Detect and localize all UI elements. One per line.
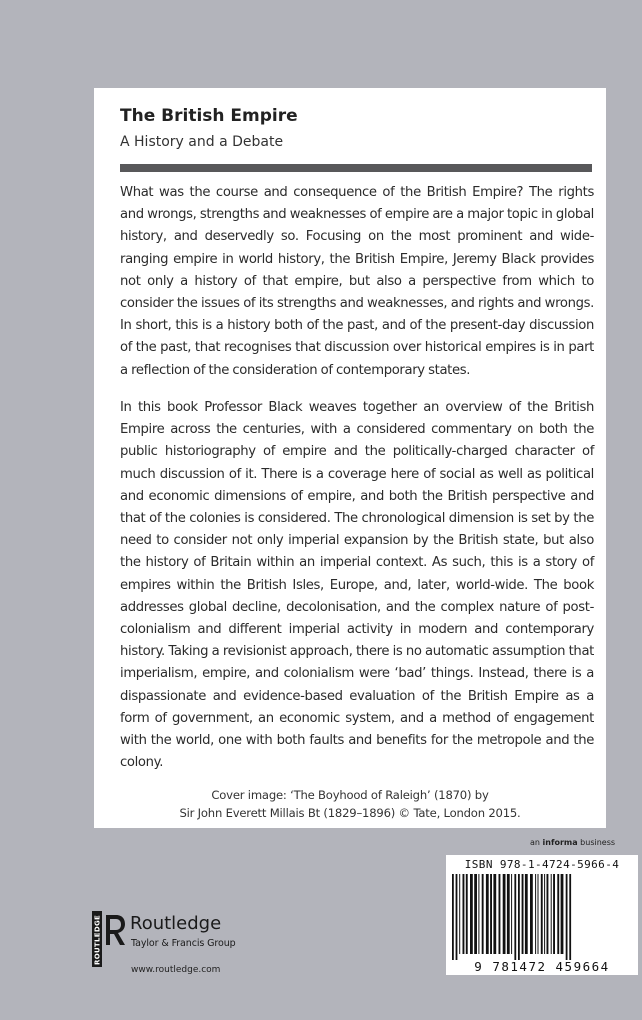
publisher-url[interactable]: www.routledge.com [131, 965, 221, 975]
barcode-bar [522, 874, 524, 954]
publisher-group: Taylor & Francis Group [131, 938, 236, 949]
barcode-bar [466, 874, 468, 954]
barcode-bars [450, 874, 634, 960]
barcode-bar [553, 874, 555, 954]
barcode-bar [470, 874, 473, 954]
barcode-bar [486, 874, 489, 954]
barcode-bar [535, 874, 536, 954]
barcode-bar [499, 874, 501, 954]
informa-brand: informa [542, 838, 578, 847]
informa-prefix: an [530, 838, 540, 847]
blurb-paragraph-1: What was the course and consequence of the British Empire? The rights and wrongs, strengths and weaknesses of empire are a major topic in global history, and deservedly so. Focusing on the most prominent and wide-ranging empire in world history, the British Empire, Jeremy Black provides not only a history of that empire, but also a perspective from which to consider the issues of its strengths and weaknesses, and rights and wrongs. In short, this is a history both of the past, and of the present-day discussion of the past, that recognises that discussion over historical empires is in part a reflection of the consideration of contemporary states. [120, 185, 594, 378]
cover-credit-line-2: Sir John Everett Millais Bt (1829–1896) © Tate, London 2015. [179, 806, 521, 820]
barcode-bar [538, 874, 539, 954]
barcode-bar [478, 874, 479, 954]
blurb-panel [94, 88, 606, 828]
barcode-bar [530, 874, 533, 954]
routledge-vertical-mark: ROUTLEDGE [93, 914, 102, 965]
barcode-bar [551, 874, 552, 954]
barcode-bar [503, 874, 506, 954]
barcode-bar [547, 874, 549, 954]
ean-digits: 9 781472 459664 [474, 959, 610, 974]
barcode-box [446, 855, 638, 975]
barcode-bar [511, 874, 512, 954]
barcode-bar [569, 874, 571, 960]
barcode-bar [490, 874, 492, 954]
barcode-bar [463, 874, 465, 954]
barcode-bar [557, 874, 559, 954]
barcode-bar [456, 874, 458, 960]
barcode-bar [507, 874, 510, 954]
barcode-bar [482, 874, 484, 954]
barcode-bar [459, 874, 460, 954]
informa-business-tag [530, 838, 615, 847]
barcode-bar [541, 874, 543, 954]
barcode-bar [561, 874, 564, 954]
barcode-bar [544, 874, 545, 954]
cover-credit-line-1: Cover image: ‘The Boyhood of Raleigh’ (1870) by [211, 788, 489, 802]
book-subtitle: A History and a Debate [120, 134, 284, 150]
barcode-bar [514, 874, 516, 960]
blurb-paragraph-2: In this book Professor Black weaves together an overview of the British Empire across the centuries, with a considered commentary on both the public historiography of empire and the politically-charged character of much discussion of it. There is a coverage here of social as well as political and economic dimensions of empire, and both the British perspective and that of the colonies is considered. The chronological dimension is set by the need to consider not only imperial expansion by the British state, but also the history of Britain within an imperial context. As such, this is a story of empires within the British Isles, Europe, and, later, world-wide. The book addresses global decline, decolonisation, and the complex nature of post-colonialism and different imperial activity in modern and contemporary history. Taking a revisionist approach, there is no automatic assumption that imperialism, empire, and colonialism were ‘bad’ things. Instead, there is a dispassionate and evidence-based evaluation of the British Empire as a form of government, an economic system, and a method of engagement with the world, one with both faults and benefits for the metropole and the colony. [120, 400, 594, 771]
routledge-logo-icon [92, 911, 126, 967]
barcode-bar [452, 874, 454, 960]
informa-suffix: business [580, 838, 616, 847]
barcode-bar [518, 874, 520, 960]
isbn-label: ISBN 978-1-4724-5966-4 [464, 858, 620, 871]
publisher-name: Routledge [130, 913, 222, 934]
title-rule [120, 164, 592, 172]
barcode-bar [474, 874, 477, 954]
barcode-bar [566, 874, 568, 960]
barcode-bar [525, 874, 528, 954]
book-title: The British Empire [120, 106, 298, 126]
cover-credit [94, 786, 606, 822]
barcode-bar [493, 874, 496, 954]
